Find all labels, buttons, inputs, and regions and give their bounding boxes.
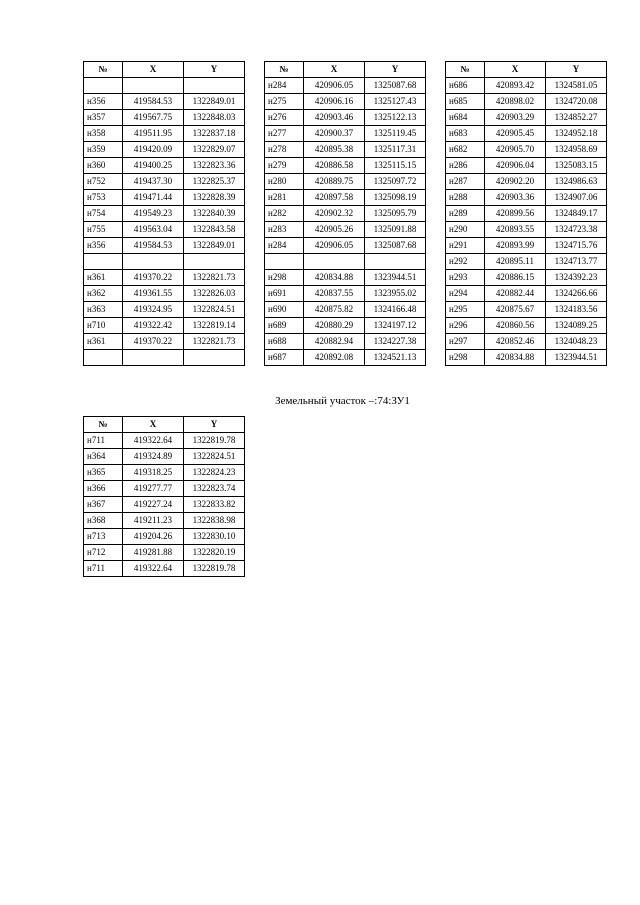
- y-coordinate-cell: 1324392.23: [546, 270, 607, 286]
- table-row: [265, 318, 426, 334]
- y-coordinate-cell: 1325098.19: [365, 190, 426, 206]
- x-coordinate-cell: 419277.77: [123, 481, 184, 497]
- x-coordinate-cell: 419584.53: [123, 94, 184, 110]
- y-coordinate-cell: 1322824.23: [184, 465, 245, 481]
- y-coordinate-cell: 1324581.05: [546, 78, 607, 94]
- y-coordinate-cell: 1324183.56: [546, 302, 607, 318]
- x-coordinate-cell: [123, 350, 184, 366]
- y-coordinate-cell: 1324266.66: [546, 286, 607, 302]
- point-number-cell: н713: [84, 529, 123, 545]
- x-coordinate-cell: 420897.58: [304, 190, 365, 206]
- table-row: [265, 142, 426, 158]
- table-row: [84, 465, 245, 481]
- x-coordinate-cell: 420899.56: [485, 206, 546, 222]
- y-coordinate-cell: 1323955.02: [365, 286, 426, 302]
- table-row: [84, 110, 245, 126]
- table-row: [84, 481, 245, 497]
- point-number-cell: н282: [265, 206, 304, 222]
- x-coordinate-cell: 420837.55: [304, 286, 365, 302]
- table-row: [446, 350, 607, 366]
- point-number-cell: н687: [265, 350, 304, 366]
- y-coordinate-cell: 1322833.82: [184, 497, 245, 513]
- table-row: [446, 94, 607, 110]
- table-row: [265, 206, 426, 222]
- point-number-cell: н298: [265, 270, 304, 286]
- x-coordinate-cell: [304, 254, 365, 270]
- x-coordinate-cell: 420900.37: [304, 126, 365, 142]
- y-coordinate-cell: 1322819.14: [184, 318, 245, 334]
- table-row: [265, 126, 426, 142]
- y-coordinate-cell: 1322819.78: [184, 433, 245, 449]
- table-row: [446, 110, 607, 126]
- x-coordinate-cell: 420903.36: [485, 190, 546, 206]
- y-coordinate-cell: 1323944.51: [546, 350, 607, 366]
- y-coordinate-cell: [184, 78, 245, 94]
- y-coordinate-cell: 1322819.78: [184, 561, 245, 577]
- x-coordinate-cell: 419361.55: [123, 286, 184, 302]
- point-number-cell: н283: [265, 222, 304, 238]
- table-row: [265, 254, 426, 270]
- point-number-cell: н359: [84, 142, 123, 158]
- table-row: [84, 350, 245, 366]
- table-row: [265, 110, 426, 126]
- header-x: X: [123, 417, 184, 433]
- table-row: [84, 529, 245, 545]
- table-row: [446, 222, 607, 238]
- table-row: [446, 190, 607, 206]
- x-coordinate-cell: 420906.05: [304, 78, 365, 94]
- point-number-cell: н685: [446, 94, 485, 110]
- x-coordinate-cell: 420902.20: [485, 174, 546, 190]
- table-row: [446, 206, 607, 222]
- y-coordinate-cell: 1324849.17: [546, 206, 607, 222]
- table-header-row: [265, 62, 426, 78]
- y-coordinate-cell: 1325127.43: [365, 94, 426, 110]
- table-row: [446, 238, 607, 254]
- table-row: [84, 497, 245, 513]
- y-coordinate-cell: 1323944.51: [365, 270, 426, 286]
- point-number-cell: н711: [84, 561, 123, 577]
- y-coordinate-cell: 1325122.13: [365, 110, 426, 126]
- x-coordinate-cell: 420889.75: [304, 174, 365, 190]
- point-number-cell: н683: [446, 126, 485, 142]
- land-plot-caption: Земельный участок –:74:ЗУ1: [275, 395, 410, 407]
- point-number-cell: н278: [265, 142, 304, 158]
- header-y: Y: [184, 417, 245, 433]
- x-coordinate-cell: 419324.89: [123, 449, 184, 465]
- coordinates-table-4: [83, 416, 245, 577]
- x-coordinate-cell: 420903.29: [485, 110, 546, 126]
- point-number-cell: н691: [265, 286, 304, 302]
- table-row: [84, 433, 245, 449]
- point-number-cell: н367: [84, 497, 123, 513]
- y-coordinate-cell: 1324227.38: [365, 334, 426, 350]
- header-x: X: [304, 62, 365, 78]
- y-coordinate-cell: 1322838.98: [184, 513, 245, 529]
- table-row: [265, 286, 426, 302]
- header-y: Y: [184, 62, 245, 78]
- table-row: [265, 158, 426, 174]
- y-coordinate-cell: 1322843.58: [184, 222, 245, 238]
- x-coordinate-cell: 420875.82: [304, 302, 365, 318]
- header-y: Y: [365, 62, 426, 78]
- x-coordinate-cell: 420860.56: [485, 318, 546, 334]
- x-coordinate-cell: 420886.58: [304, 158, 365, 174]
- table-row: [84, 206, 245, 222]
- x-coordinate-cell: 420892.08: [304, 350, 365, 366]
- point-number-cell: [84, 78, 123, 94]
- y-coordinate-cell: 1322849.01: [184, 238, 245, 254]
- x-coordinate-cell: 420906.04: [485, 158, 546, 174]
- x-coordinate-cell: 419437.30: [123, 174, 184, 190]
- point-number-cell: н296: [446, 318, 485, 334]
- y-coordinate-cell: 1322823.74: [184, 481, 245, 497]
- point-number-cell: н297: [446, 334, 485, 350]
- point-number-cell: н287: [446, 174, 485, 190]
- y-coordinate-cell: 1325119.45: [365, 126, 426, 142]
- y-coordinate-cell: 1322824.51: [184, 302, 245, 318]
- point-number-cell: н690: [265, 302, 304, 318]
- table-row: [265, 302, 426, 318]
- table-row: [265, 222, 426, 238]
- table-row: [84, 190, 245, 206]
- point-number-cell: н290: [446, 222, 485, 238]
- table-row: [446, 78, 607, 94]
- point-number-cell: н356: [84, 94, 123, 110]
- x-coordinate-cell: [123, 254, 184, 270]
- table-row: [446, 174, 607, 190]
- y-coordinate-cell: 1322821.73: [184, 334, 245, 350]
- table-row: [446, 126, 607, 142]
- x-coordinate-cell: 420893.55: [485, 222, 546, 238]
- header-y: Y: [546, 62, 607, 78]
- x-coordinate-cell: 420906.05: [304, 238, 365, 254]
- point-number-cell: н293: [446, 270, 485, 286]
- table-row: [84, 545, 245, 561]
- point-number-cell: н358: [84, 126, 123, 142]
- point-number-cell: н361: [84, 270, 123, 286]
- y-coordinate-cell: 1322820.19: [184, 545, 245, 561]
- x-coordinate-cell: 419584.53: [123, 238, 184, 254]
- header-number: №: [265, 62, 304, 78]
- x-coordinate-cell: 419211.23: [123, 513, 184, 529]
- y-coordinate-cell: 1324197.12: [365, 318, 426, 334]
- y-coordinate-cell: 1324986.63: [546, 174, 607, 190]
- table-row: [446, 286, 607, 302]
- table-row: [84, 561, 245, 577]
- x-coordinate-cell: 420906.16: [304, 94, 365, 110]
- x-coordinate-cell: 420905.70: [485, 142, 546, 158]
- x-coordinate-cell: 419420.09: [123, 142, 184, 158]
- table-row: [265, 94, 426, 110]
- table-row: [446, 318, 607, 334]
- table-row: [84, 126, 245, 142]
- table-row: [446, 302, 607, 318]
- x-coordinate-cell: 419227.24: [123, 497, 184, 513]
- x-coordinate-cell: 420893.99: [485, 238, 546, 254]
- point-number-cell: н368: [84, 513, 123, 529]
- y-coordinate-cell: 1322829.07: [184, 142, 245, 158]
- table-row: [84, 158, 245, 174]
- header-number: №: [84, 62, 123, 78]
- y-coordinate-cell: 1322830.10: [184, 529, 245, 545]
- x-coordinate-cell: 419322.64: [123, 561, 184, 577]
- y-coordinate-cell: 1324952.18: [546, 126, 607, 142]
- header-x: X: [485, 62, 546, 78]
- table-row: [84, 238, 245, 254]
- x-coordinate-cell: 420905.26: [304, 222, 365, 238]
- point-number-cell: н753: [84, 190, 123, 206]
- x-coordinate-cell: 419281.88: [123, 545, 184, 561]
- y-coordinate-cell: 1324713.77: [546, 254, 607, 270]
- x-coordinate-cell: 419204.26: [123, 529, 184, 545]
- x-coordinate-cell: 419322.42: [123, 318, 184, 334]
- point-number-cell: н366: [84, 481, 123, 497]
- point-number-cell: н298: [446, 350, 485, 366]
- point-number-cell: н689: [265, 318, 304, 334]
- point-number-cell: н277: [265, 126, 304, 142]
- table-row: [265, 174, 426, 190]
- point-number-cell: н286: [446, 158, 485, 174]
- table-row: [84, 78, 245, 94]
- coordinates-table-2: [264, 61, 426, 366]
- table-row: [84, 222, 245, 238]
- x-coordinate-cell: 420893.42: [485, 78, 546, 94]
- x-coordinate-cell: 420834.88: [485, 350, 546, 366]
- table-row: [446, 334, 607, 350]
- x-coordinate-cell: 419567.75: [123, 110, 184, 126]
- x-coordinate-cell: 419511.95: [123, 126, 184, 142]
- table-row: [84, 94, 245, 110]
- x-coordinate-cell: [123, 78, 184, 94]
- point-number-cell: н294: [446, 286, 485, 302]
- x-coordinate-cell: 419549.23: [123, 206, 184, 222]
- table-row: [265, 334, 426, 350]
- coordinates-table-1: [83, 61, 245, 366]
- point-number-cell: н279: [265, 158, 304, 174]
- y-coordinate-cell: 1322848.03: [184, 110, 245, 126]
- point-number-cell: н682: [446, 142, 485, 158]
- header-number: №: [84, 417, 123, 433]
- x-coordinate-cell: 420898.02: [485, 94, 546, 110]
- x-coordinate-cell: 420875.67: [485, 302, 546, 318]
- point-number-cell: н281: [265, 190, 304, 206]
- y-coordinate-cell: 1324720.08: [546, 94, 607, 110]
- point-number-cell: н688: [265, 334, 304, 350]
- x-coordinate-cell: 420895.11: [485, 254, 546, 270]
- point-number-cell: н365: [84, 465, 123, 481]
- table-row: [446, 254, 607, 270]
- table-row: [265, 350, 426, 366]
- table-row: [84, 334, 245, 350]
- point-number-cell: н752: [84, 174, 123, 190]
- coordinates-table-3: [445, 61, 607, 366]
- point-number-cell: н284: [265, 78, 304, 94]
- point-number-cell: н360: [84, 158, 123, 174]
- y-coordinate-cell: [184, 254, 245, 270]
- point-number-cell: н275: [265, 94, 304, 110]
- y-coordinate-cell: 1324166.48: [365, 302, 426, 318]
- table-row: [84, 318, 245, 334]
- y-coordinate-cell: 1324089.25: [546, 318, 607, 334]
- table-row: [84, 270, 245, 286]
- y-coordinate-cell: 1324521.13: [365, 350, 426, 366]
- table-row: [265, 190, 426, 206]
- table-row: [265, 238, 426, 254]
- x-coordinate-cell: 420902.32: [304, 206, 365, 222]
- x-coordinate-cell: 419318.25: [123, 465, 184, 481]
- y-coordinate-cell: 1325091.88: [365, 222, 426, 238]
- y-coordinate-cell: 1322821.73: [184, 270, 245, 286]
- x-coordinate-cell: 420880.29: [304, 318, 365, 334]
- y-coordinate-cell: 1322840.39: [184, 206, 245, 222]
- point-number-cell: н364: [84, 449, 123, 465]
- x-coordinate-cell: 420886.15: [485, 270, 546, 286]
- point-number-cell: н754: [84, 206, 123, 222]
- table-row: [265, 270, 426, 286]
- table-row: [265, 78, 426, 94]
- y-coordinate-cell: 1324715.76: [546, 238, 607, 254]
- table-row: [84, 302, 245, 318]
- y-coordinate-cell: 1322824.51: [184, 449, 245, 465]
- x-coordinate-cell: 420882.44: [485, 286, 546, 302]
- point-number-cell: н363: [84, 302, 123, 318]
- y-coordinate-cell: 1322825.37: [184, 174, 245, 190]
- y-coordinate-cell: 1322849.01: [184, 94, 245, 110]
- y-coordinate-cell: 1325083.15: [546, 158, 607, 174]
- y-coordinate-cell: 1324048.23: [546, 334, 607, 350]
- point-number-cell: н276: [265, 110, 304, 126]
- table-header-row: [446, 62, 607, 78]
- point-number-cell: н356: [84, 238, 123, 254]
- table-row: [84, 142, 245, 158]
- x-coordinate-cell: 420895.38: [304, 142, 365, 158]
- y-coordinate-cell: [365, 254, 426, 270]
- table-row: [446, 270, 607, 286]
- point-number-cell: н710: [84, 318, 123, 334]
- y-coordinate-cell: 1324723.38: [546, 222, 607, 238]
- point-number-cell: н288: [446, 190, 485, 206]
- x-coordinate-cell: 420903.46: [304, 110, 365, 126]
- x-coordinate-cell: 419400.25: [123, 158, 184, 174]
- x-coordinate-cell: 420882.94: [304, 334, 365, 350]
- y-coordinate-cell: 1324852.27: [546, 110, 607, 126]
- table-row: [84, 449, 245, 465]
- point-number-cell: н711: [84, 433, 123, 449]
- x-coordinate-cell: 419322.64: [123, 433, 184, 449]
- y-coordinate-cell: 1324958.69: [546, 142, 607, 158]
- point-number-cell: н684: [446, 110, 485, 126]
- point-number-cell: н357: [84, 110, 123, 126]
- point-number-cell: н284: [265, 238, 304, 254]
- y-coordinate-cell: 1325115.15: [365, 158, 426, 174]
- y-coordinate-cell: 1325095.79: [365, 206, 426, 222]
- table-row: [84, 254, 245, 270]
- table-row: [84, 174, 245, 190]
- point-number-cell: н295: [446, 302, 485, 318]
- y-coordinate-cell: 1325097.72: [365, 174, 426, 190]
- y-coordinate-cell: 1325087.68: [365, 238, 426, 254]
- y-coordinate-cell: 1324907.06: [546, 190, 607, 206]
- y-coordinate-cell: 1322826.03: [184, 286, 245, 302]
- point-number-cell: [84, 254, 123, 270]
- x-coordinate-cell: 419563.04: [123, 222, 184, 238]
- x-coordinate-cell: 419370.22: [123, 270, 184, 286]
- point-number-cell: н280: [265, 174, 304, 190]
- point-number-cell: н289: [446, 206, 485, 222]
- point-number-cell: [84, 350, 123, 366]
- table-row: [446, 142, 607, 158]
- table-row: [84, 286, 245, 302]
- point-number-cell: н292: [446, 254, 485, 270]
- y-coordinate-cell: 1325117.31: [365, 142, 426, 158]
- y-coordinate-cell: 1322823.36: [184, 158, 245, 174]
- point-number-cell: н755: [84, 222, 123, 238]
- header-number: №: [446, 62, 485, 78]
- x-coordinate-cell: 419370.22: [123, 334, 184, 350]
- y-coordinate-cell: 1322837.18: [184, 126, 245, 142]
- y-coordinate-cell: 1325087.68: [365, 78, 426, 94]
- point-number-cell: н361: [84, 334, 123, 350]
- table-header-row: [84, 62, 245, 78]
- point-number-cell: н362: [84, 286, 123, 302]
- header-x: X: [123, 62, 184, 78]
- point-number-cell: н291: [446, 238, 485, 254]
- y-coordinate-cell: [184, 350, 245, 366]
- x-coordinate-cell: 420905.45: [485, 126, 546, 142]
- x-coordinate-cell: 420852.46: [485, 334, 546, 350]
- point-number-cell: н686: [446, 78, 485, 94]
- table-header-row: [84, 417, 245, 433]
- table-row: [84, 513, 245, 529]
- point-number-cell: н712: [84, 545, 123, 561]
- x-coordinate-cell: 420834.88: [304, 270, 365, 286]
- x-coordinate-cell: 419471.44: [123, 190, 184, 206]
- point-number-cell: [265, 254, 304, 270]
- y-coordinate-cell: 1322828.39: [184, 190, 245, 206]
- x-coordinate-cell: 419324.95: [123, 302, 184, 318]
- table-row: [446, 158, 607, 174]
